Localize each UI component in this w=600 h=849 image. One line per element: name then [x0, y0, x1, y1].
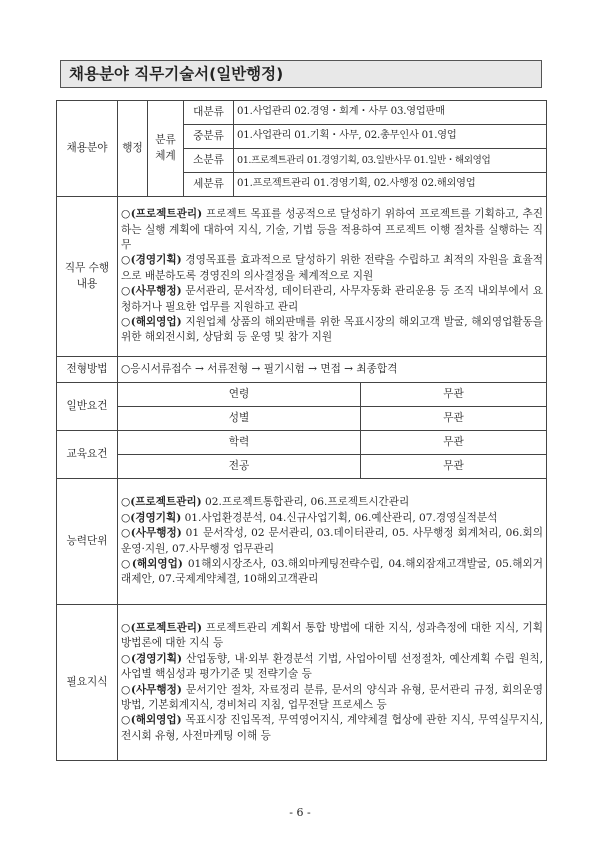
competency-item	[121, 495, 543, 510]
classification-level: 대분류	[184, 101, 234, 125]
classification-row	[57, 101, 547, 125]
job-description-table	[56, 100, 547, 761]
process-label: 전형방법	[57, 357, 118, 383]
competency-item	[121, 557, 543, 588]
duty-item	[121, 253, 543, 284]
requirement-name: 전공	[118, 455, 361, 479]
competency-row	[57, 479, 547, 605]
duty-tag: ○(사무행정)	[121, 285, 182, 298]
classification-value: 01.사업관리 01.기획・사무, 02.총무인사 01.영업	[234, 125, 547, 149]
education-label: 교육요건	[57, 431, 118, 479]
knowledge-item	[121, 683, 543, 714]
duty-text: 문서관리, 문서작성, 데이터관리, 사무자동화 관리운용 등 조직 내외부에서 요청하거나 필요한 업무를 지원하고 관리	[121, 285, 543, 313]
knowledge-item	[121, 621, 543, 652]
field-label: 채용분야	[57, 101, 118, 197]
duty-item	[121, 207, 543, 253]
knowledge-tag: ○(프로젝트관리)	[121, 622, 203, 635]
requirement-value: 무관	[361, 455, 547, 479]
education-row	[57, 431, 547, 455]
education-row	[57, 455, 547, 479]
competency-item	[121, 511, 543, 526]
general-label: 일반요건	[57, 383, 118, 431]
duty-tag: ○(해외영업)	[121, 315, 182, 328]
knowledge-content	[118, 605, 547, 761]
competency-tag: ○(해외영업)	[121, 557, 183, 570]
classification-value: 01.프로젝트관리 01.경영기획, 02.사행정 02.해외영업	[234, 173, 547, 197]
general-row	[57, 383, 547, 407]
duty-text: 프로젝트 목표를 성공적으로 달성하기 위하여 프로젝트를 기획하고, 추진하는 실행 계획에 대하여 지식, 기술, 기법 등을 적용하여 프로젝트 이행 절차를 실행하는 직무	[121, 208, 544, 252]
requirement-value: 무관	[361, 407, 547, 431]
knowledge-text: 산업동향, 내·외부 환경분석 기법, 사업아이템 선정절차, 예산계획 수립 원칙, 사업별 핵심성과 평가기준 및 전략기술 등	[121, 652, 543, 681]
competency-content	[118, 479, 547, 605]
duties-content	[118, 197, 547, 357]
knowledge-tag: ○(해외영업)	[121, 714, 182, 727]
general-row	[57, 407, 547, 431]
competency-tag: ○(사무행정)	[121, 527, 182, 540]
competency-item	[121, 526, 543, 557]
competency-label: 능력단위	[57, 479, 118, 605]
duty-item	[121, 284, 543, 315]
process-text: ○응시서류접수 → 서류전형 → 필기시험 → 면접 → 최종합격	[118, 357, 547, 383]
requirement-value: 무관	[361, 383, 547, 407]
competency-text: 01.사업환경분석, 04.신규사업기획, 06.예산관리, 07.경영실적분석	[181, 511, 498, 524]
knowledge-text: 프로젝트관리 계획서 통합 방법에 대한 지식, 성과측정에 대한 지식, 기획방법론에 대한 지식 등	[121, 622, 543, 650]
requirement-name: 성별	[118, 407, 361, 431]
knowledge-item	[121, 652, 543, 683]
duty-text: 지원업체 상품의 해외판매를 위한 목표시장의 해외고객 발굴, 해외영업활동을 위한 해외전시회, 상담회 등 운영 및 참가 지원	[121, 315, 544, 344]
competency-tag: ○(경영기획)	[121, 511, 182, 524]
knowledge-text: 문서기안 절차, 자료정리 분류, 문서의 양식과 유형, 문서관리 규정, 회의운영방법, 기본회계지식, 경비처리 지침, 업무전달 프로세스 등	[121, 683, 544, 711]
classification-value: 01.사업관리 02.경영・회계・사무 03.영업판매	[234, 101, 547, 125]
process-row	[57, 357, 547, 383]
competency-text: 01 문서작성, 02 문서관리, 03.데이터관리, 05. 사무행정 회계처리, 06.회의운영·지원, 07.사무행정 업무관리	[121, 527, 543, 555]
knowledge-text: 목표시장 진입목적, 무역영어지식, 계약체결 협상에 관한 지식, 무역실무지식, 전시회 유형, 사전마케팅 이해 등	[121, 714, 543, 742]
classification-level: 중분류	[184, 125, 234, 149]
competency-text: 01해외시장조사, 03.해외마케팅전략수립, 04.해외잠재고객발굴, 05.해외거래제안, 07.국제계약체결, 10해외고객관리	[121, 557, 543, 586]
page-number: - 6 -	[289, 806, 311, 819]
requirement-value: 무관	[361, 431, 547, 455]
duties-row	[57, 197, 547, 357]
classification-level: 소분류	[184, 149, 234, 173]
knowledge-item	[121, 713, 543, 744]
page-title: 채용분야 직무기술서(일반행정)	[60, 60, 542, 88]
classification-value: 01.프로젝트관리 01.경영기획, 03.일반사무 01.일반・해외영업	[234, 149, 547, 173]
duty-tag: ○(프로젝트관리)	[121, 208, 203, 221]
competency-tag: ○(프로젝트관리)	[121, 496, 202, 509]
competency-text: 02.프로젝트통합관리, 06.프로젝트시간관리	[201, 496, 410, 509]
classification-label: 분류 체계	[148, 101, 184, 197]
classification-level: 세분류	[184, 173, 234, 197]
knowledge-tag: ○(사무행정)	[121, 683, 182, 696]
field-name: 행정	[118, 101, 148, 197]
knowledge-row	[57, 605, 547, 761]
duty-tag: ○(경영기획)	[121, 254, 182, 267]
knowledge-label: 필요지식	[57, 605, 118, 761]
duties-label: 직무 수행내용	[57, 197, 118, 357]
requirement-name: 학력	[118, 431, 361, 455]
duty-text: 경영목표를 효과적으로 달성하기 위한 전략을 수립하고 최적의 자원을 효율적으로 배분하도록 경영진의 의사결정을 체계적으로 지원	[121, 254, 544, 282]
duty-item	[121, 315, 543, 346]
knowledge-tag: ○(경영기획)	[121, 652, 182, 665]
requirement-name: 연령	[118, 383, 361, 407]
